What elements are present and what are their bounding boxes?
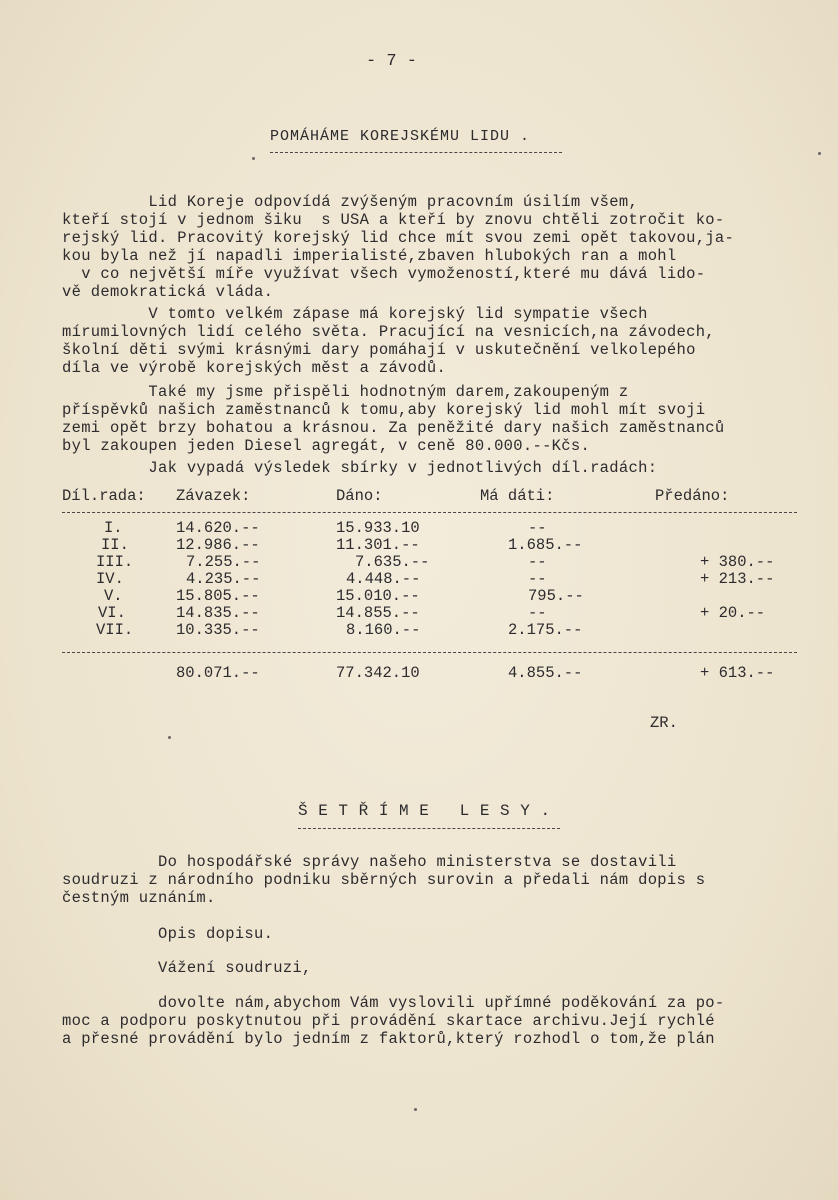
text-line: čestným uznáním. bbox=[62, 889, 216, 907]
table-cell: 15.010.-- bbox=[336, 587, 420, 605]
letter-salutation: Vážení soudruzi, bbox=[62, 959, 312, 977]
table-cell: I. bbox=[104, 519, 123, 537]
text-line: dovolte nám,abychom Vám vyslovili upřímné poděkování za po- bbox=[62, 994, 725, 1012]
header-cell: Předáno: bbox=[655, 487, 730, 505]
table-cell: 8.160.-- bbox=[346, 621, 421, 639]
text-line: byl zakoupen jeden Diesel agregát, v ceně 80.000.--Kčs. bbox=[62, 437, 591, 455]
paper-speck bbox=[252, 157, 255, 160]
text-line: příspěvků našich zaměstnanců k tomu,aby korejský lid mohl mít svoji bbox=[62, 401, 706, 419]
table-cell: VI. bbox=[98, 604, 126, 622]
table-divider bbox=[62, 512, 797, 513]
table-cell: 7.635.-- bbox=[355, 553, 430, 571]
table-cell: + 213.-- bbox=[700, 570, 775, 588]
text-line: a přesné provádění bylo jedním z faktorů,který rozhodl o tom,že plán bbox=[62, 1030, 715, 1048]
total-cell: 4.855.-- bbox=[508, 664, 583, 682]
total-cell: + 613.-- bbox=[700, 664, 775, 682]
text-line: kou byla než jí napadli imperialisté,zbaven hlubokých ran a mohl bbox=[62, 247, 677, 265]
table-cell: V. bbox=[104, 587, 123, 605]
table-cell: 10.335.-- bbox=[176, 621, 260, 639]
text-line: školní děti svými krásnými dary pomáhají v uskutečnění velkolepého bbox=[62, 341, 696, 359]
table-cell: 2.175.-- bbox=[508, 621, 583, 639]
paper-speck bbox=[414, 1108, 417, 1111]
header-cell: Závazek: bbox=[176, 487, 251, 505]
table-cell: -- bbox=[528, 604, 547, 622]
table-cell: 14.835.-- bbox=[176, 604, 260, 622]
table-cell: 1.685.-- bbox=[508, 536, 583, 554]
table-cell: 14.855.-- bbox=[336, 604, 420, 622]
table-cell: 15.933.10 bbox=[336, 519, 420, 537]
table-cell: 11.301.-- bbox=[336, 536, 420, 554]
table-cell: + 20.-- bbox=[700, 604, 766, 622]
text-line: kteří stojí v jednom šiku s USA a kteří by znovu chtěli zotročit ko- bbox=[62, 211, 725, 229]
total-cell: 77.342.10 bbox=[336, 664, 420, 682]
letter-copy-label: Opis dopisu. bbox=[62, 925, 274, 943]
table-cell: 15.805.-- bbox=[176, 587, 260, 605]
table-cell: 795.-- bbox=[528, 587, 584, 605]
title-underline bbox=[270, 152, 562, 153]
paper-speck bbox=[168, 736, 171, 739]
paper-speck bbox=[818, 152, 821, 155]
text-line: mírumilovných lidí celého světa. Pracující na vesnicích,na závodech, bbox=[62, 323, 715, 341]
article-title: Š E T Ř Í M E L E S Y . bbox=[298, 802, 551, 820]
table-cell: 4.448.-- bbox=[346, 570, 421, 588]
table-cell: -- bbox=[528, 570, 547, 588]
author-signature: ZR. bbox=[650, 714, 678, 732]
text-line: Lid Koreje odpovídá zvýšeným pracovním úsilím všem, bbox=[62, 193, 639, 211]
table-divider bbox=[62, 652, 797, 653]
text-line: soudruzi z národního podniku sběrných surovin a předali nám dopis s bbox=[62, 871, 706, 889]
table-cell: IV. bbox=[96, 570, 124, 588]
table-cell: 12.986.-- bbox=[176, 536, 260, 554]
table-cell: 7.255.-- bbox=[186, 553, 261, 571]
text-line: vě demokratická vláda. bbox=[62, 283, 274, 301]
header-cell: Dáno: bbox=[336, 487, 383, 505]
title-underline bbox=[298, 828, 560, 829]
table-cell: + 380.-- bbox=[700, 553, 775, 571]
table-cell: 14.620.-- bbox=[176, 519, 260, 537]
page-number: - 7 - bbox=[366, 52, 418, 71]
table-cell: -- bbox=[528, 553, 547, 571]
text-line: v co největší míře využívat všech vymožeností,které mu dává lido- bbox=[62, 265, 706, 283]
text-line: Také my jsme přispěli hodnotným darem,zakoupeným z bbox=[62, 383, 629, 401]
table-cell: II. bbox=[101, 536, 129, 554]
text-line: díla ve výrobě korejských měst a závodů. bbox=[62, 359, 447, 377]
text-line: Do hospodářské správy našeho ministerstva se dostavili bbox=[62, 853, 677, 871]
text-line: Jak vypadá výsledek sbírky v jednotlivých díl.radách: bbox=[62, 459, 658, 477]
article-title: POMÁHÁME KOREJSKÉMU LIDU . bbox=[270, 128, 531, 145]
header-cell: Díl.rada: bbox=[62, 487, 146, 505]
table-cell: VII. bbox=[96, 621, 134, 639]
table-cell: 4.235.-- bbox=[186, 570, 261, 588]
table-cell: III. bbox=[96, 553, 134, 571]
total-cell: 80.071.-- bbox=[176, 664, 260, 682]
table-cell: -- bbox=[528, 519, 547, 537]
text-line: rejský lid. Pracovitý korejský lid chce mít svou zemi opět takovou,ja- bbox=[62, 229, 735, 247]
text-line: V tomto velkém zápase má korejský lid sympatie všech bbox=[62, 305, 648, 323]
text-line: zemi opět brzy bohatou a krásnou. Za peněžité dary našich zaměstnanců bbox=[62, 419, 725, 437]
header-cell: Má dáti: bbox=[480, 487, 555, 505]
text-line: moc a podporu poskytnutou při provádění skartace archivu.Její rychlé bbox=[62, 1012, 715, 1030]
